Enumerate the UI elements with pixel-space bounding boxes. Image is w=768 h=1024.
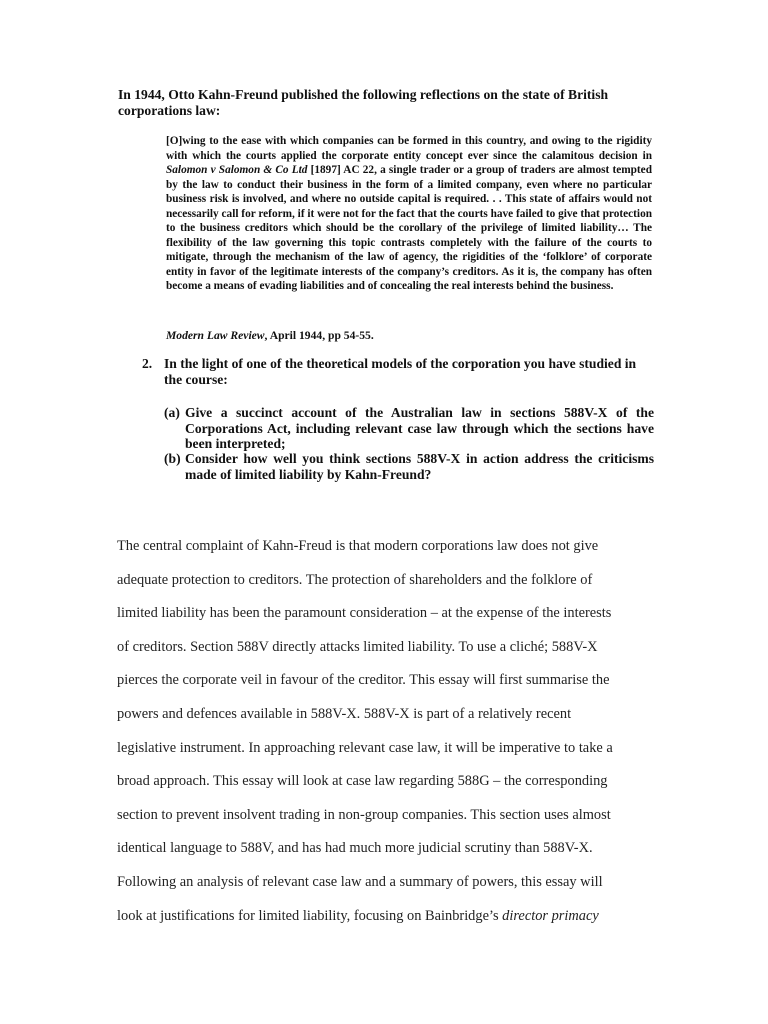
intro-heading: In 1944, Otto Kahn-Freund published the following reflections on the state of British corporations law: <box>118 87 609 118</box>
quote-text-part1: [O]wing to the ease with which companies can be formed in this country, and owing to the rigidity with which the courts applied the corporate entity concept ever since the calamitous decision in <box>166 135 652 162</box>
question-part-text: Consider how well you think sections 588V-X in action address the criticisms made of limited liability by Kahn-Freund? <box>185 451 654 482</box>
question-part-b <box>164 451 654 482</box>
essay-line: limited liability has been the paramount consideration – at the expense of the interests <box>117 605 612 622</box>
essay-line: pierces the corporate veil in favour of the creditor. This essay will first summarise the <box>117 672 610 689</box>
essay-line: legislative instrument. In approaching relevant case law, it will be imperative to take a <box>117 739 613 756</box>
essay-line: identical language to 588V, and has had much more judicial scrutiny than 588V-X. <box>117 840 593 857</box>
quote-text-part2: [1897] AC 22, a single trader or a group of traders are almost tempted by the law to conduct their business in the form of a limited company, even where no particular business risk is involved, and where no outside capital is required. . . This state of affairs would not necessarily call for reform, if it were not for the fact that the courts have failed to give that protection to the business creditors which should be the corollary of the privilege of limited liability… The flexibility of the law governing this topic contrasts completely with the failure of the courts to mitigate, through the mechanism of the law of agency, the rigidities of the ‘folklore’ of corporate entity in favor of the legitimate interests of the company’s creditors. As it is, the company has often become a means of evading liabilities and of concealing the real interests behind the business. <box>166 164 652 292</box>
essay-line: broad approach. This essay will look at case law regarding 588G – the corresponding <box>117 773 608 790</box>
essay-line: The central complaint of Kahn-Freud is that modern corporations law does not give <box>117 538 599 554</box>
question-part-text: Give a succinct account of the Australian law in sections 588V-X of the Corporations Act, including relevant case law through which the sections have been interpreted; <box>185 405 654 451</box>
essay-line: of creditors. Section 588V directly attacks limited liability. To use a cliché; 588V-X <box>117 638 598 655</box>
question-part-label: (b) <box>164 451 181 466</box>
essay-emphasis: director primacy <box>502 907 599 924</box>
essay-last-line <box>117 900 653 934</box>
essay-line: adequate protection to creditors. The protection of shareholders and the folklore of <box>117 571 593 588</box>
question-number: 2. <box>142 356 153 371</box>
essay-line: section to prevent insolvent trading in non-group companies. This section uses almost <box>117 806 611 823</box>
question-part-label: (a) <box>164 405 180 420</box>
citation-details: , April 1944, pp 54-55. <box>264 329 374 342</box>
essay-line: Following an analysis of relevant case law and a summary of powers, this essay will <box>117 873 603 890</box>
essay-body <box>117 530 653 933</box>
question-text: In the light of one of the theoretical models of the corporation you have studied in the course: <box>164 356 637 387</box>
essay-last-line-text: look at justifications for limited liability, focusing on Bainbridge’s <box>117 907 503 924</box>
essay-line: powers and defences available in 588V-X. 588V-X is part of a relatively recent <box>117 705 572 722</box>
quote-case-name: Salomon v Salomon & Co Ltd <box>166 164 308 176</box>
citation-journal: Modern Law Review <box>166 329 265 342</box>
citation <box>166 329 652 343</box>
question-part-a <box>164 405 654 452</box>
block-quote <box>166 134 652 294</box>
